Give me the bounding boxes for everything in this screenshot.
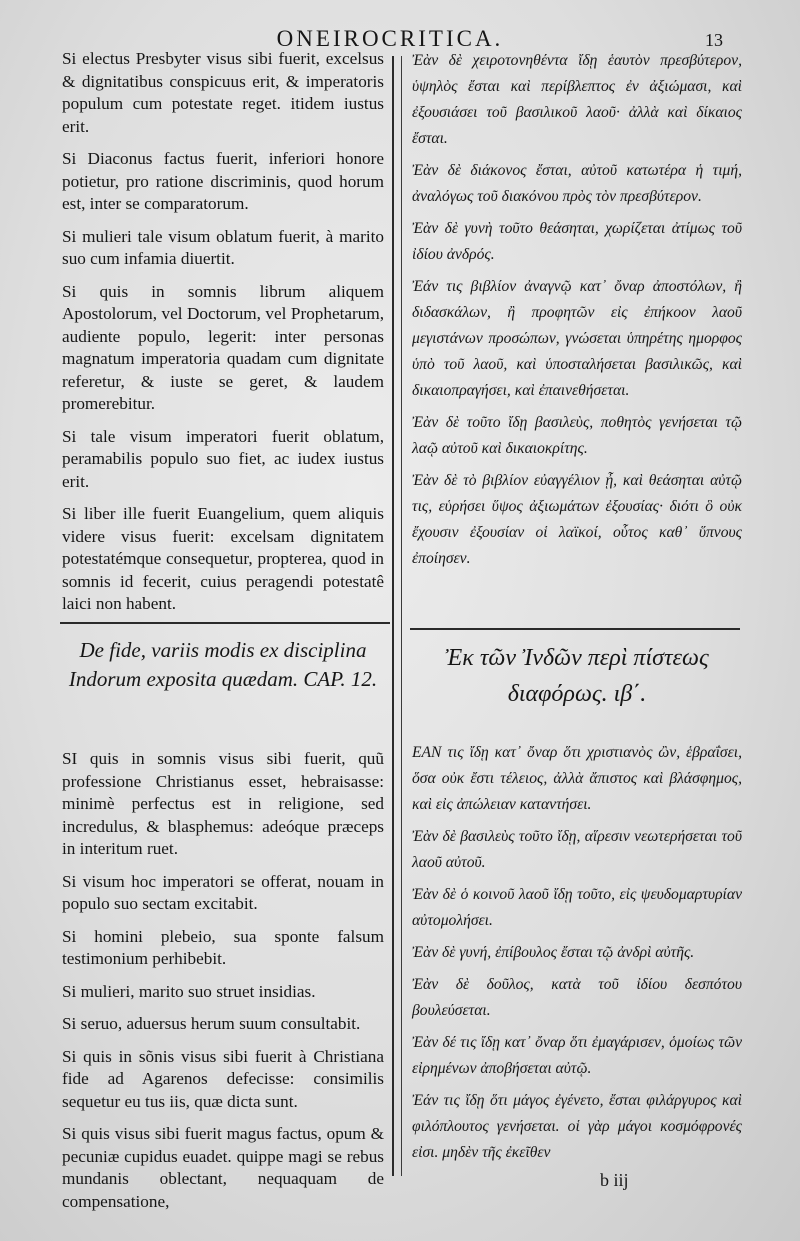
greek-chapter-heading: Ἐκ τῶν Ἰνδῶν περὶ πίστεως διαφόρως. ιβ΄.	[445, 645, 709, 707]
latin-paragraph: Si seruo, aduersus herum suum consultabit.	[62, 1014, 361, 1033]
greek-paragraph: Ἐὰν δὲ τὸ βιβλίον εὐαγγέλιον ᾖ, καὶ θεάσηται αὐτῷ τις, εὑρήσει ὕψος ἀξιωμάτων ἐξουσίας· διότι ὃ οὐκ ἔχουσιν ἐξουσίαν οἱ λαϊκοί, οὗτος καθ᾽ ὕπνους ἐποίησεν.	[412, 472, 742, 567]
greek-paragraph: Ἐὰν δὲ γυνή, ἐπίβουλος ἔσται τῷ ἀνδρὶ αὐτῆς.	[412, 944, 695, 961]
greek-paragraph: Ἐὰν δὲ διάκονος ἔσται, αὐτοῦ κατωτέρα ἡ τιμή, ἀναλόγως τοῦ διακόνου πρὸς τὸν πρεσβύτερον.	[412, 162, 742, 205]
greek-paragraph: Ἐάν τις βιβλίον ἀναγνῷ κατ᾽ ὄναρ ἀποστόλων, ἢ διδασκάλων, ἢ προφητῶν εἰς ἐπήκοον λαοῦ μεγιστάνων προσώπων, γνώσεται ὑπηρέτης ημορφος ὑπὸ τοῦ λαοῦ, καὶ ὑποσταλήσεται βασιλικῶς, καὶ δικαιοπραγήσει, καὶ ἐπαινεθήσεται.	[412, 278, 742, 399]
latin-paragraph: Si mulieri tale visum oblatum fuerit, à marito suo cum infamia diuertit.	[62, 226, 384, 268]
latin-paragraph: Si Diaconus factus fuerit, inferiori honore potietur, pro ratione discriminis, quod horum est, inter se comparatorum.	[62, 149, 384, 213]
latin-column-bottom	[62, 748, 384, 1223]
latin-paragraph: Si electus Presbyter visus sibi fuerit, excelsus & dignitatibus conspicuus erit, & imperatoris populum cum potestate reget. itidem iustus erit.	[62, 49, 384, 136]
column-rule-left	[392, 56, 394, 1176]
greek-paragraph: Ἐὰν δὲ βασιλεὺς τοῦτο ἴδῃ, αἵρεσιν νεωτερήσεται τοῦ λαοῦ αὐτοῦ.	[412, 828, 742, 871]
latin-paragraph: Si quis in sõnis visus sibi fuerit à Christiana fide ad Agarenos defecisse: consimilis sequetur eu tus iis, quæ dicta sunt.	[62, 1046, 384, 1111]
greek-paragraph: Ἐὰν δὲ χειροτονηθέντα ἴδῃ ἑαυτὸν πρεσβύτερον, ὑψηλὸς ἔσται καὶ περίβλεπτος ἐν ἀξιώμασι, καὶ ἐξουσιάσει τοῦ βασιλικοῦ λαοῦ· ἀλλὰ καὶ δίκαιος ἔσται.	[412, 52, 742, 147]
section-rule-right	[410, 628, 740, 630]
greek-paragraph: ΕΑΝ τις ἴδῃ κατ᾽ ὄναρ ὅτι χριστιανὸς ὢν, ἑβραΐσει, ὅσα οὐκ ἔστι τέλειος, ἀλλὰ ἄπιστος καὶ βλάσφημος, καὶ εἰς ἀπώλειαν καταντήσει.	[412, 744, 742, 813]
latin-paragraph: Si visum hoc imperatori se offerat, nouam in populo suo sectam excitabit.	[62, 871, 384, 913]
latin-column-top	[62, 48, 384, 626]
latin-paragraph: Si tale visum imperatori fuerit oblatum, peramabilis populo suo fiet, ac iudex iustus erit.	[62, 426, 384, 491]
greek-column-bottom	[412, 740, 742, 1172]
greek-paragraph: Ἐὰν δὲ ὁ κοινοῦ λαοῦ ἴδῃ τοῦτο, εἰς ψευδομαρτυρίαν αὐτομολήσει.	[412, 886, 742, 929]
greek-paragraph: Ἐὰν δὲ γυνὴ τοῦτο θεάσηται, χωρίζεται ἀτίμως τοῦ ἰδίου ἀνδρός.	[412, 220, 742, 263]
greek-paragraph: Ἐάν τις ἴδῃ ὅτι μάγος ἐγένετο, ἔσται φιλάργυρος καὶ φιλόπλουτος γενήσεται. οἱ γὰρ μάγοι κοσμόφρονές εἰσι. μηδὲν τῆς ἐκεῖθεν	[412, 1092, 742, 1161]
greek-paragraph: Ἐὰν δὲ τοῦτο ἴδῃ βασιλεὺς, ποθητὸς γενήσεται τῷ λαῷ αὐτοῦ καὶ δικαιοκρίτης.	[412, 414, 742, 457]
page-number: 13	[705, 30, 723, 50]
greek-paragraph: Ἐὰν δέ τις ἴδῃ κατ᾽ ὄναρ ὅτι ἐμαγάρισεν, ὁμοίως τῶν εἰρημένων ἀποβήσεται αὐτῷ.	[412, 1034, 742, 1077]
latin-paragraph: Si homini plebeio, sua sponte falsum testimonium perhibebit.	[62, 926, 384, 968]
latin-paragraph: Si liber ille fuerit Euangelium, quem aliquis videre visus fuerit: excelsam dignitatem potestatémque consequetur, propterea, quod in somnis id fecerit, cuius peragendi potestatê laici non habent.	[62, 504, 384, 613]
greek-column-top	[412, 48, 742, 578]
column-rule-right	[401, 56, 402, 1176]
greek-paragraph: Ἐὰν δὲ δοῦλος, κατὰ τοῦ ἰδίου δεσπότου βουλεύσεται.	[412, 976, 742, 1019]
latin-paragraph: SI quis in somnis visus sibi fuerit, quũ professione Christianus esset, hebraisasse: minimè perfectus est in religione, sed incredulus, & blasphemus: adeóque præceps in interitum ruet.	[62, 749, 384, 858]
latin-paragraph: Si quis visus sibi fuerit magus factus, opum & pecuniæ cupidus euadet. quippe magi se rebus mundanis oblectant, nequaquam de compensatione,	[62, 1124, 384, 1211]
latin-paragraph: Si quis in somnis librum aliquem Apostolorum, vel Doctorum, vel Prophetarum, audiente populo, legerit: inter personas magnatum imperatoria quadam cum dignitate referetur, & iuste se geret, & laudem promerebitur.	[62, 281, 384, 413]
signature-mark: b iij	[600, 1170, 629, 1190]
running-head: ONEIROCRITICA.	[276, 26, 504, 51]
latin-chapter-heading: De fide, variis modis ex disciplina Indorum exposita quædam. CAP. 12.	[68, 638, 378, 691]
latin-paragraph: Si mulieri, marito suo struet insidias.	[62, 981, 316, 1001]
